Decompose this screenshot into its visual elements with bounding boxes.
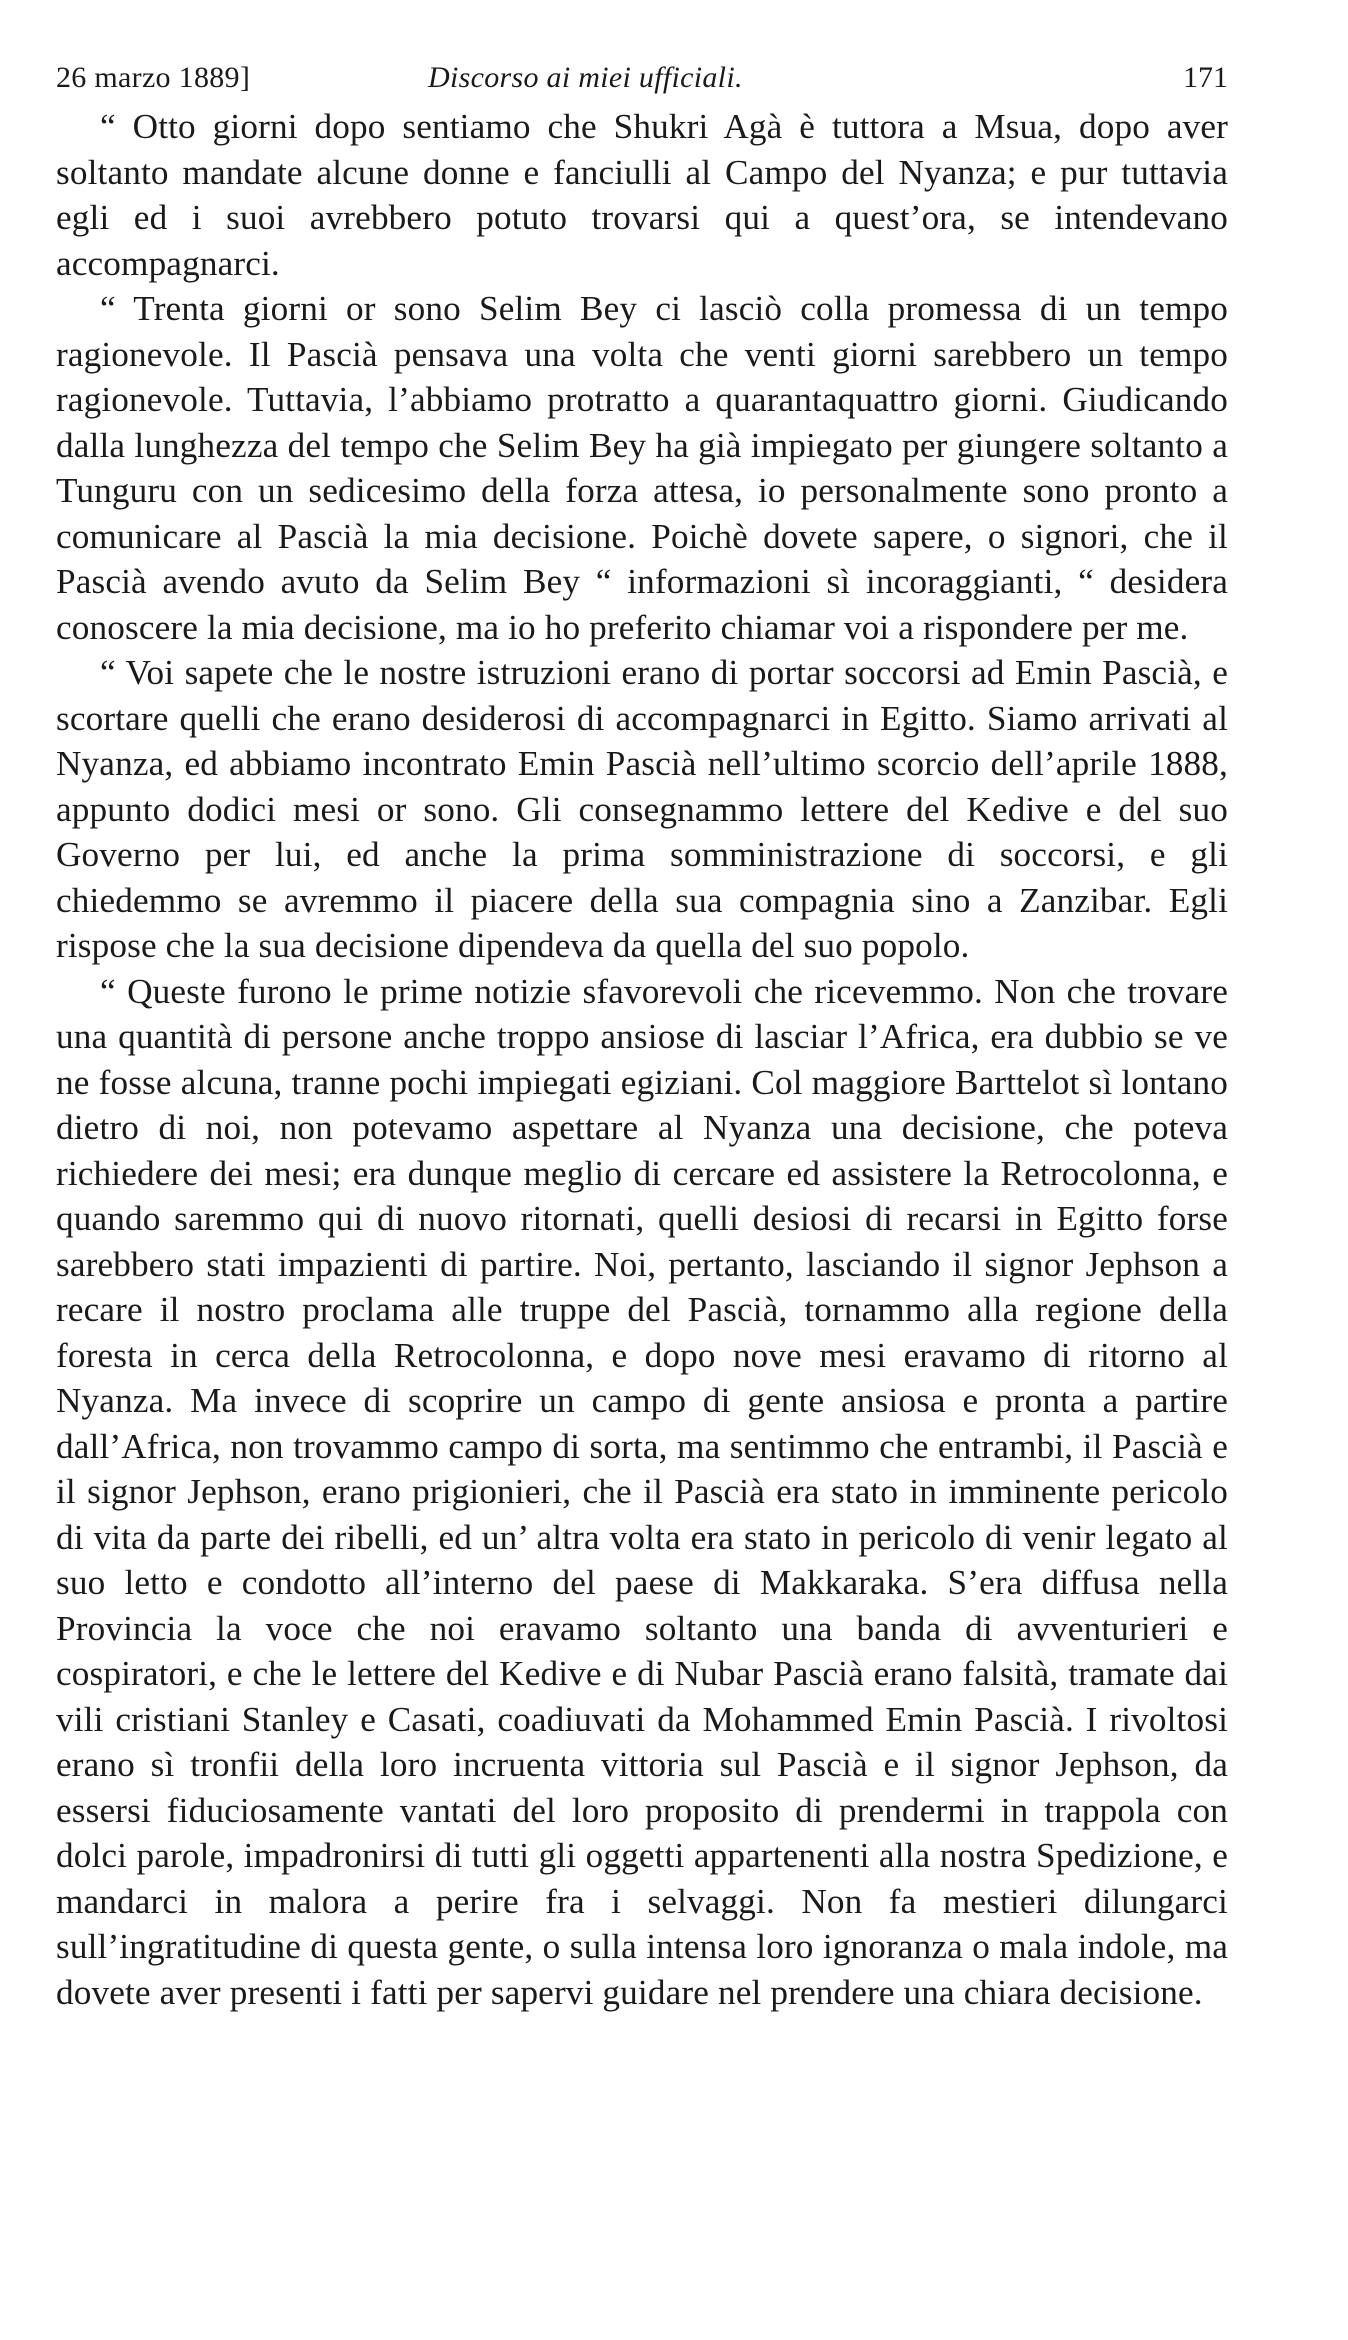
header-title: Discorso ai miei ufficiali. — [428, 61, 743, 94]
running-head — [56, 58, 1228, 104]
page-number: 171 — [1183, 61, 1228, 94]
book-page — [56, 58, 1228, 2015]
paragraph: “ Queste furono le prime notizie sfavorevoli che ricevemmo. Non che trovare una quantità di persone anche troppo ansiose di lasciar l’Africa, era dubbio se ve ne fosse alcuna, tranne pochi impiegati egiziani. Col maggiore Barttelot sì lontano dietro di noi, non potevamo aspettare al Nyanza una decisione, che poteva richiedere dei mesi; era dunque meglio di cercare ed assistere la Retrocolonna, e quando saremmo qui di nuovo ritornati, quelli desiosi di recarsi in Egitto forse sarebbero stati impazienti di partire. Noi, pertanto, lasciando il signor Jephson a recare il nostro proclama alle truppe del Pascià, tornammo alla regione della foresta in cerca della Retrocolonna, e dopo nove mesi eravamo di ritorno al Nyanza. Ma invece di scoprire un campo di gente ansiosa e pronta a partire dall’Africa, non trovammo campo di sorta, ma sentimmo che entrambi, il Pascià e il signor Jephson, erano prigionieri, che il Pascià era stato in imminente pericolo di vita da parte dei ribelli, ed un’ altra volta era stato in pericolo di venir legato al suo letto e condotto all’interno del paese di Makkaraka. S’era diffusa nella Provincia la voce che noi eravamo soltanto una banda di avventurieri e cospiratori, e che le lettere del Kedive e di Nubar Pascià erano falsità, tramate dai vili cristiani Stanley e Casati, coadiuvati da Mohammed Emin Pascià. I rivoltosi erano sì tronfii della loro incruenta vittoria sul Pascià e il signor Jephson, da essersi fiduciosamente vantati del loro proposito di prendermi in trappola con dolci parole, impadronirsi di tutti gli oggetti appartenenti alla nostra Spedizione, e mandarci in malora a perire fra i selvaggi. Non fa mestieri dilungarci sull’ingratitudine di questa gente, o sulla intensa loro ignoranza o mala indole, ma dovete aver presenti i fatti per sapervi guidare nel prendere una chiara decisione. — [56, 971, 1228, 2012]
paragraph: “ Otto giorni dopo sentiamo che Shukri Agà è tuttora a Msua, dopo aver soltanto mandate alcune donne e fanciulli al Campo del Nyanza; e pur tuttavia egli ed i suoi avrebbero potuto trovarsi qui a quest’ora, se intendevano accompagnarci. — [56, 107, 1228, 283]
body-text — [56, 104, 1228, 2015]
paragraph: “ Voi sapete che le nostre istruzioni erano di portar soccorsi ad Emin Pascià, e scortare quelli che erano desiderosi di accompagnarci in Egitto. Siamo arrivati al Nyanza, ed abbiamo incontrato Emin Pascià nell’ultimo scorcio dell’aprile 1888, appunto dodici mesi or sono. Gli consegnammo lettere del Kedive e del suo Governo per lui, ed anche la prima somministrazione di soccorsi, e gli chiedemmo se avremmo il piacere della sua compagnia sino a Zanzibar. Egli rispose che la sua decisione dipendeva da quella del suo popolo. — [56, 653, 1228, 965]
paragraph: “ Trenta giorni or sono Selim Bey ci lasciò colla promessa di un tempo ragionevole. Il Pascià pensava una volta che venti giorni sarebbero un tempo ragionevole. Tuttavia, l’abbiamo protratto a quarantaquattro giorni. Giudicando dalla lunghezza del tempo che Selim Bey ha già impiegato per giungere soltanto a Tunguru con un sedicesimo della forza attesa, io personalmente sono pronto a comunicare al Pascià la mia decisione. Poichè dovete sapere, o signori, che il Pascià avendo avuto da Selim Bey “ informazioni sì incoraggianti, “ desidera conoscere la mia decisione, ma io ho preferito chiamar voi a rispondere per me. — [56, 289, 1228, 647]
header-date: 26 marzo 1889] — [56, 61, 251, 94]
